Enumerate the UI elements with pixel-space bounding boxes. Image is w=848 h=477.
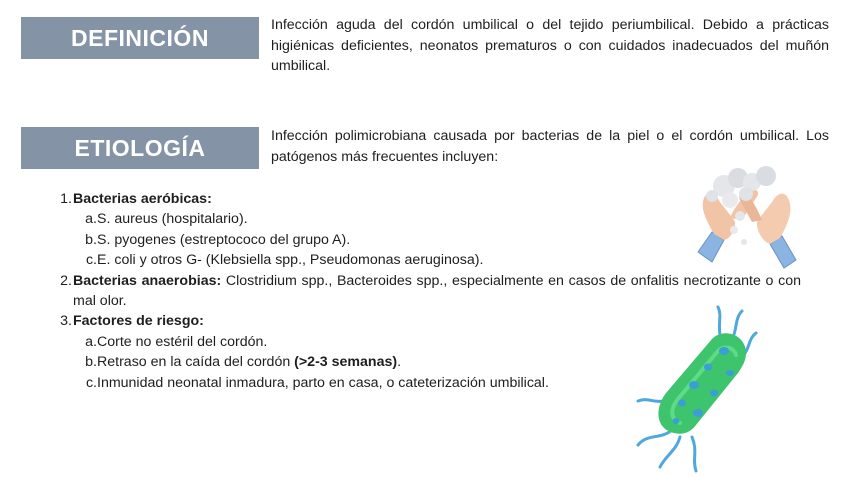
sub-list-letter: a.	[85, 211, 97, 228]
sub-list-text: Corte no estéril del cordón.	[97, 333, 268, 350]
sub-list-text: S. aureus (hospitalario).	[97, 211, 248, 228]
sub-list-letter: c.	[85, 374, 97, 391]
definicion-text: Infección aguda del cordón umbilical o del tejido periumbilical. Debido a prácticas higiénicas deficientes, neonatos prematuros o con cuidados inadecuados del muñón umbilical.	[271, 17, 829, 74]
sub-list-text: S. pyogenes (estreptococo del grupo A).	[97, 231, 351, 248]
sub-list-text-part: Retraso en la caída del cordón	[97, 354, 295, 371]
list-number: 1.	[60, 191, 72, 207]
sub-list-text: E. coli y otros G- (Klebsiella spp., Pseudomonas aeruginosa).	[97, 252, 484, 269]
sub-list-letter: b.	[85, 354, 97, 371]
etiologia-heading: ETIOLOGÍA	[21, 127, 259, 169]
sub-list-letter: c.	[85, 252, 97, 269]
definicion-heading: DEFINICIÓN	[21, 17, 259, 59]
sub-list-letter: a.	[85, 333, 97, 350]
list-item-title: Factores de riesgo:	[73, 313, 204, 330]
sub-list-text-end: .	[397, 354, 402, 371]
sub-list-text: Inmunidad neonatal inmadura, parto en casa, o cateterización umbilical.	[97, 374, 549, 391]
bacteria-icon	[630, 305, 760, 475]
list-item-title: Bacterias aeróbicas:	[73, 191, 212, 207]
list-number: 2.	[60, 272, 72, 289]
sub-list-letter: b.	[85, 231, 97, 248]
etiologia-text: Infección polimicrobiana causada por bacterias de la piel o el cordón umbilical. Los patógenos más frecuentes incluyen:	[271, 128, 829, 165]
list-item-title: Bacterias anaerobias:	[73, 272, 222, 289]
hand-washing-icon	[690, 160, 805, 270]
sub-list-text-bold: (>2-3 semanas)	[294, 354, 398, 371]
list-number: 3.	[60, 313, 72, 330]
list-item-text: Clostridium spp., Bacteroides spp., especialmente en casos de onfalitis necrotizante o con mal olor.	[73, 272, 801, 310]
